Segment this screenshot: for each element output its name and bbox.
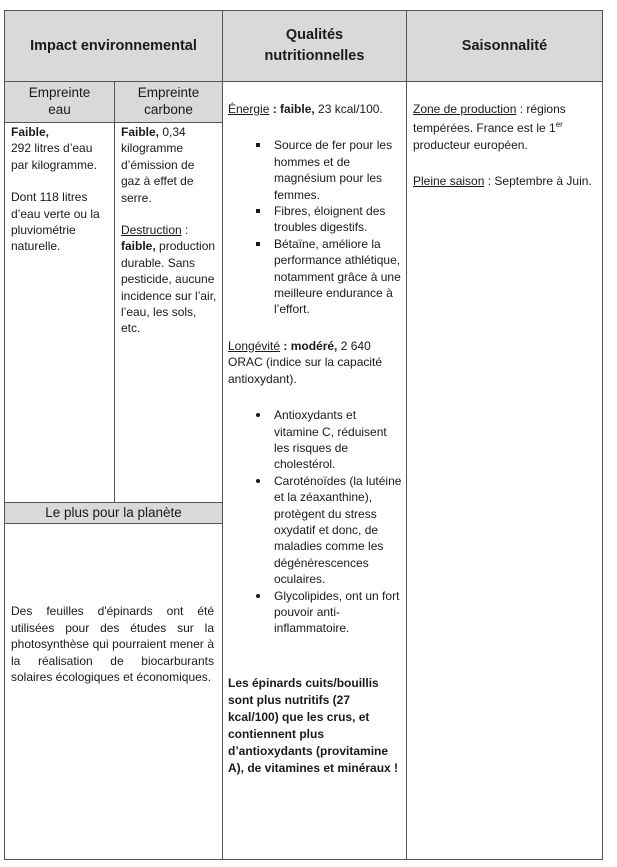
header-qualites-line2: nutritionnelles: [264, 48, 365, 64]
header-divider: [4, 81, 603, 82]
longevite-label: Longévité: [228, 338, 281, 353]
pleine-text: : Septembre à Juin.: [484, 174, 592, 189]
longevite-item: Antioxydants et vitamine C, réduisent les risques de cholestérol.: [228, 407, 402, 473]
zone-text-1: régions tempérées. France est le 1: [413, 102, 566, 136]
conclusion-text: Les épinards cuits/bouillis sont plus nutritifs (27 kcal/100) que les crus, et contiennent plus d’antioxydants (provitamine A), de vitamines et minéraux !: [228, 675, 399, 775]
subheader-carbone: [115, 82, 222, 122]
destruction-detail: production durable. Sans pesticide, aucune incidence sur l’air, l’eau, les sols, etc.: [121, 239, 217, 336]
longevite-item: Caroténoïdes (la lutéine et la zéaxanthine), protègent du stress oxydatif et donc, de maladies comme les dégénérescences oculaires.: [228, 473, 402, 588]
energie-list: [228, 137, 402, 317]
energie-detail: 23 kcal/100.: [314, 102, 383, 116]
energie-item: Source de fer pour les hommes et de magnésium pour les femmes.: [228, 137, 402, 203]
zone-label: Zone de production: [413, 102, 517, 116]
zone-colon: :: [516, 102, 524, 116]
energie-label: Énergie: [228, 102, 270, 116]
planete-title: Le plus pour la planète: [45, 505, 182, 520]
header-qualites: [223, 11, 406, 81]
carbone-detail: 0,34 kilogramme d’émission de gaz à effet de serre.: [121, 125, 195, 205]
destruction-level: faible,: [121, 239, 156, 254]
subcol-divider: [114, 81, 115, 502]
subheader-eau: [5, 82, 114, 122]
planete-bottom-divider: [4, 523, 223, 524]
subheader-eau-line1: Empreinte: [28, 85, 91, 100]
planete-text: Des feuilles d'épinards ont été utilisées pour des études sur la photosynthèse qui pourraient mener à la réalisation de biocarburants solaires écologiques et économiques.: [11, 604, 214, 685]
header-qualites-line1: Qualités: [285, 27, 344, 43]
zone-sup: er: [555, 120, 563, 130]
col-divider-2: [406, 10, 407, 860]
header-saison: [407, 11, 602, 81]
destruction-label: Destruction: [121, 223, 182, 238]
longevite-detail: 2 640 ORAC (indice sur la capacité antioxydant).: [228, 338, 383, 386]
energie-item: Bétaïne, améliore la performance athlétique, notamment grâce à une meilleure endurance à l’effort.: [228, 236, 402, 318]
longevite-item: Glycolipides, ont un fort pouvoir anti-inflammatoire.: [228, 588, 402, 637]
subheader-eau-line2: eau: [48, 102, 71, 117]
eau-detail: 292 litres d’eau par kilogramme.: [11, 141, 98, 172]
energie-value: : faible,: [269, 102, 315, 116]
longevite-value: : modéré,: [280, 338, 338, 353]
subheader-carbone-line1: Empreinte: [137, 85, 200, 100]
header-impact: [5, 11, 222, 81]
energie-item: Fibres, éloignent des troubles digestifs.: [228, 203, 402, 236]
cell-empreinte-eau: [11, 124, 111, 255]
cell-empreinte-carbone: [121, 124, 217, 337]
header-impact-label: Impact environnemental: [30, 37, 197, 54]
planete-header: [5, 503, 222, 523]
cell-saisonnalite: [413, 101, 596, 190]
eau-level: Faible,: [11, 125, 50, 139]
eau-note: Dont 118 litres d’eau verte ou la pluviométrie naturelle.: [11, 190, 100, 254]
carbone-level: Faible,: [121, 125, 160, 139]
pleine-label: Pleine saison: [413, 174, 485, 189]
col-divider-1: [222, 10, 223, 860]
zone-text-2: producteur européen.: [413, 137, 528, 152]
header-saison-label: Saisonnalité: [461, 37, 548, 54]
destruction-colon: :: [181, 223, 189, 238]
longevite-list: [228, 407, 402, 637]
subheader-carbone-line2: carbone: [144, 102, 193, 117]
cell-qualites: [228, 101, 402, 777]
